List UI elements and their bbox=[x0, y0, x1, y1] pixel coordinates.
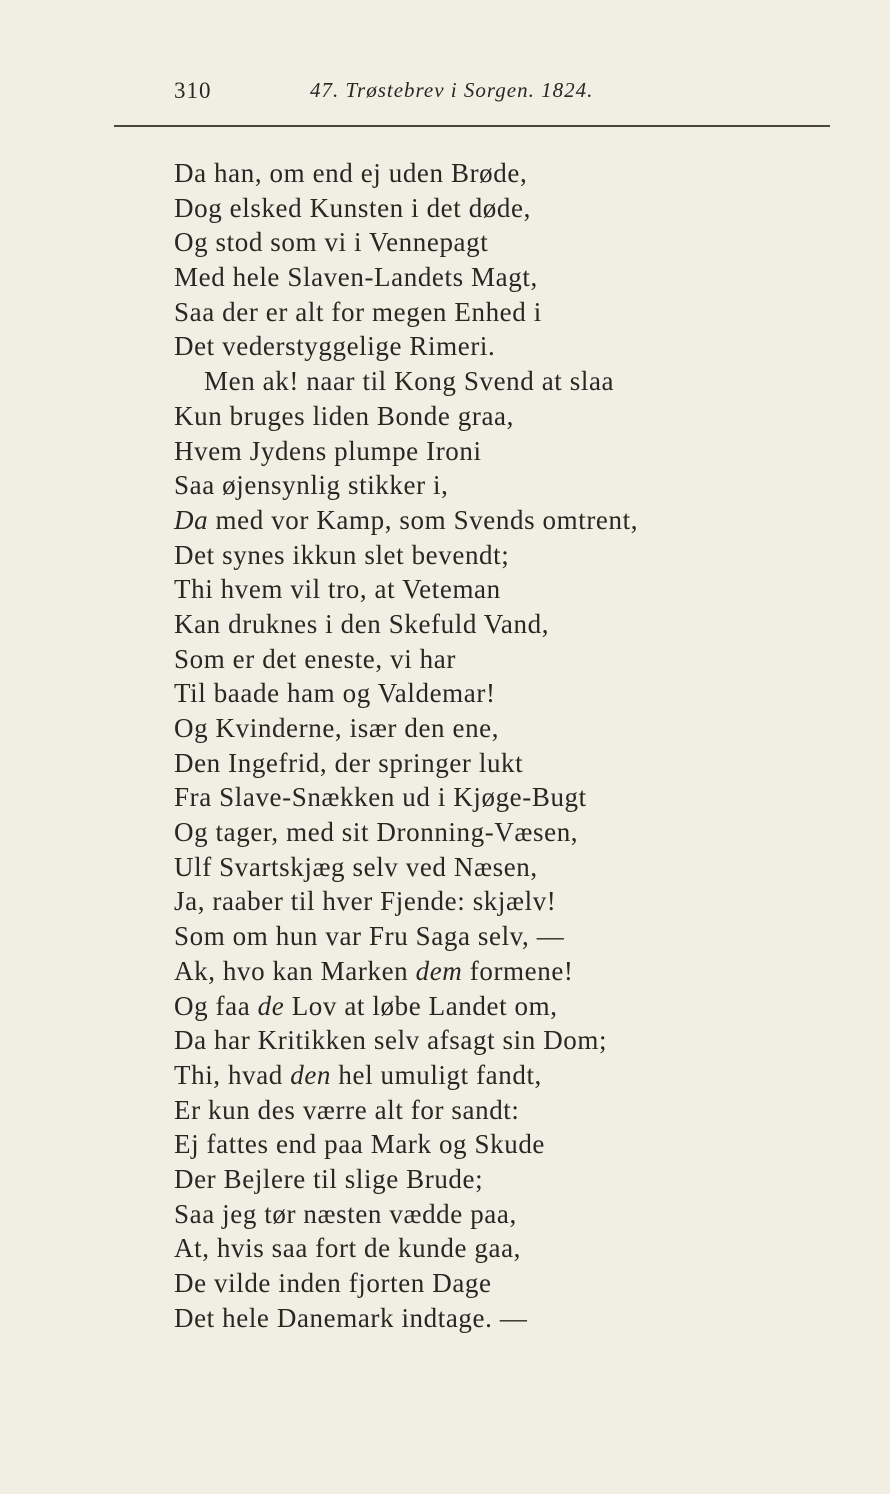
poem-line: Med hele Slaven-Landets Magt, bbox=[174, 262, 538, 293]
page-number: 310 bbox=[174, 78, 212, 103]
poem-line: Som om hun var Fru Saga selv, — bbox=[174, 921, 565, 952]
poem-line: Men ak! naar til Kong Svend at slaa bbox=[204, 366, 615, 397]
emphasis: den bbox=[290, 1059, 332, 1090]
poem-line: Ja, raaber til hver Fjende: skjælv! bbox=[174, 886, 557, 917]
poem-line: Kan druknes i den Skefuld Vand, bbox=[174, 608, 550, 639]
emphasis: de bbox=[257, 990, 285, 1021]
emphasis: Da bbox=[174, 504, 209, 535]
poem-line: Den Ingefrid, der springer lukt bbox=[174, 747, 524, 778]
poem-line: At, hvis saa fort de kunde gaa, bbox=[174, 1233, 522, 1264]
poem-line: Saa der er alt for megen Enhed i bbox=[174, 296, 542, 327]
poem-line: Er kun des værre alt for sandt: bbox=[174, 1094, 520, 1125]
poem-line: Det vederstyggelige Rimeri. bbox=[174, 331, 496, 362]
poem-line: Og stod som vi i Vennepagt bbox=[174, 227, 489, 258]
poem-line: Da med vor Kamp, som Svends omtrent, bbox=[174, 504, 639, 535]
poem-line: Da har Kritikken selv afsagt sin Dom; bbox=[174, 1025, 608, 1056]
poem-line: Kun bruges liden Bonde graa, bbox=[174, 400, 514, 431]
poem-line: Til baade ham og Valdemar! bbox=[174, 678, 496, 709]
poem-line: Thi, hvad den hel umuligt fandt, bbox=[174, 1059, 542, 1090]
poem-line: Som er det eneste, vi har bbox=[174, 643, 456, 674]
poem-line: Og faa de Lov at løbe Landet om, bbox=[174, 990, 558, 1021]
poem-line: Saa jeg tør næsten vædde paa, bbox=[174, 1198, 517, 1229]
emphasis: dem bbox=[415, 955, 463, 986]
poem-line: Det synes ikkun slet bevendt; bbox=[174, 539, 510, 570]
poem-line: Hvem Jydens plumpe Ironi bbox=[174, 435, 482, 466]
page-header bbox=[174, 72, 814, 112]
poem-line: Ak, hvo kan Marken dem formene! bbox=[174, 955, 574, 986]
poem-line: Thi hvem vil tro, at Veteman bbox=[174, 574, 501, 605]
poem-line: Fra Slave-Snækken ud i Kjøge-Bugt bbox=[174, 782, 587, 813]
header-rule bbox=[114, 125, 830, 127]
poem-line: Det hele Danemark indtage. — bbox=[174, 1302, 528, 1333]
poem-line: Og Kvinderne, især den ene, bbox=[174, 713, 500, 743]
poem-line: De vilde inden fjorten Dage bbox=[174, 1268, 492, 1298]
poem-line: Ulf Svartskjæg selv ved Næsen, bbox=[174, 851, 538, 882]
poem-line: Ej fattes end paa Mark og Skude bbox=[174, 1129, 545, 1160]
running-title: 47. Trøstebrev i Sorgen. 1824. bbox=[310, 78, 594, 102]
poem-body bbox=[174, 156, 874, 1335]
poem-line: Der Bejlere til slige Brude; bbox=[174, 1163, 484, 1194]
poem-line: Da han, om end ej uden Brøde, bbox=[174, 158, 528, 188]
poem-line: Og tager, med sit Dronning-Væsen, bbox=[174, 817, 579, 848]
poem-line: Saa øjensynlig stikker i, bbox=[174, 470, 449, 501]
poem-line: Dog elsked Kunsten i det døde, bbox=[174, 192, 531, 223]
